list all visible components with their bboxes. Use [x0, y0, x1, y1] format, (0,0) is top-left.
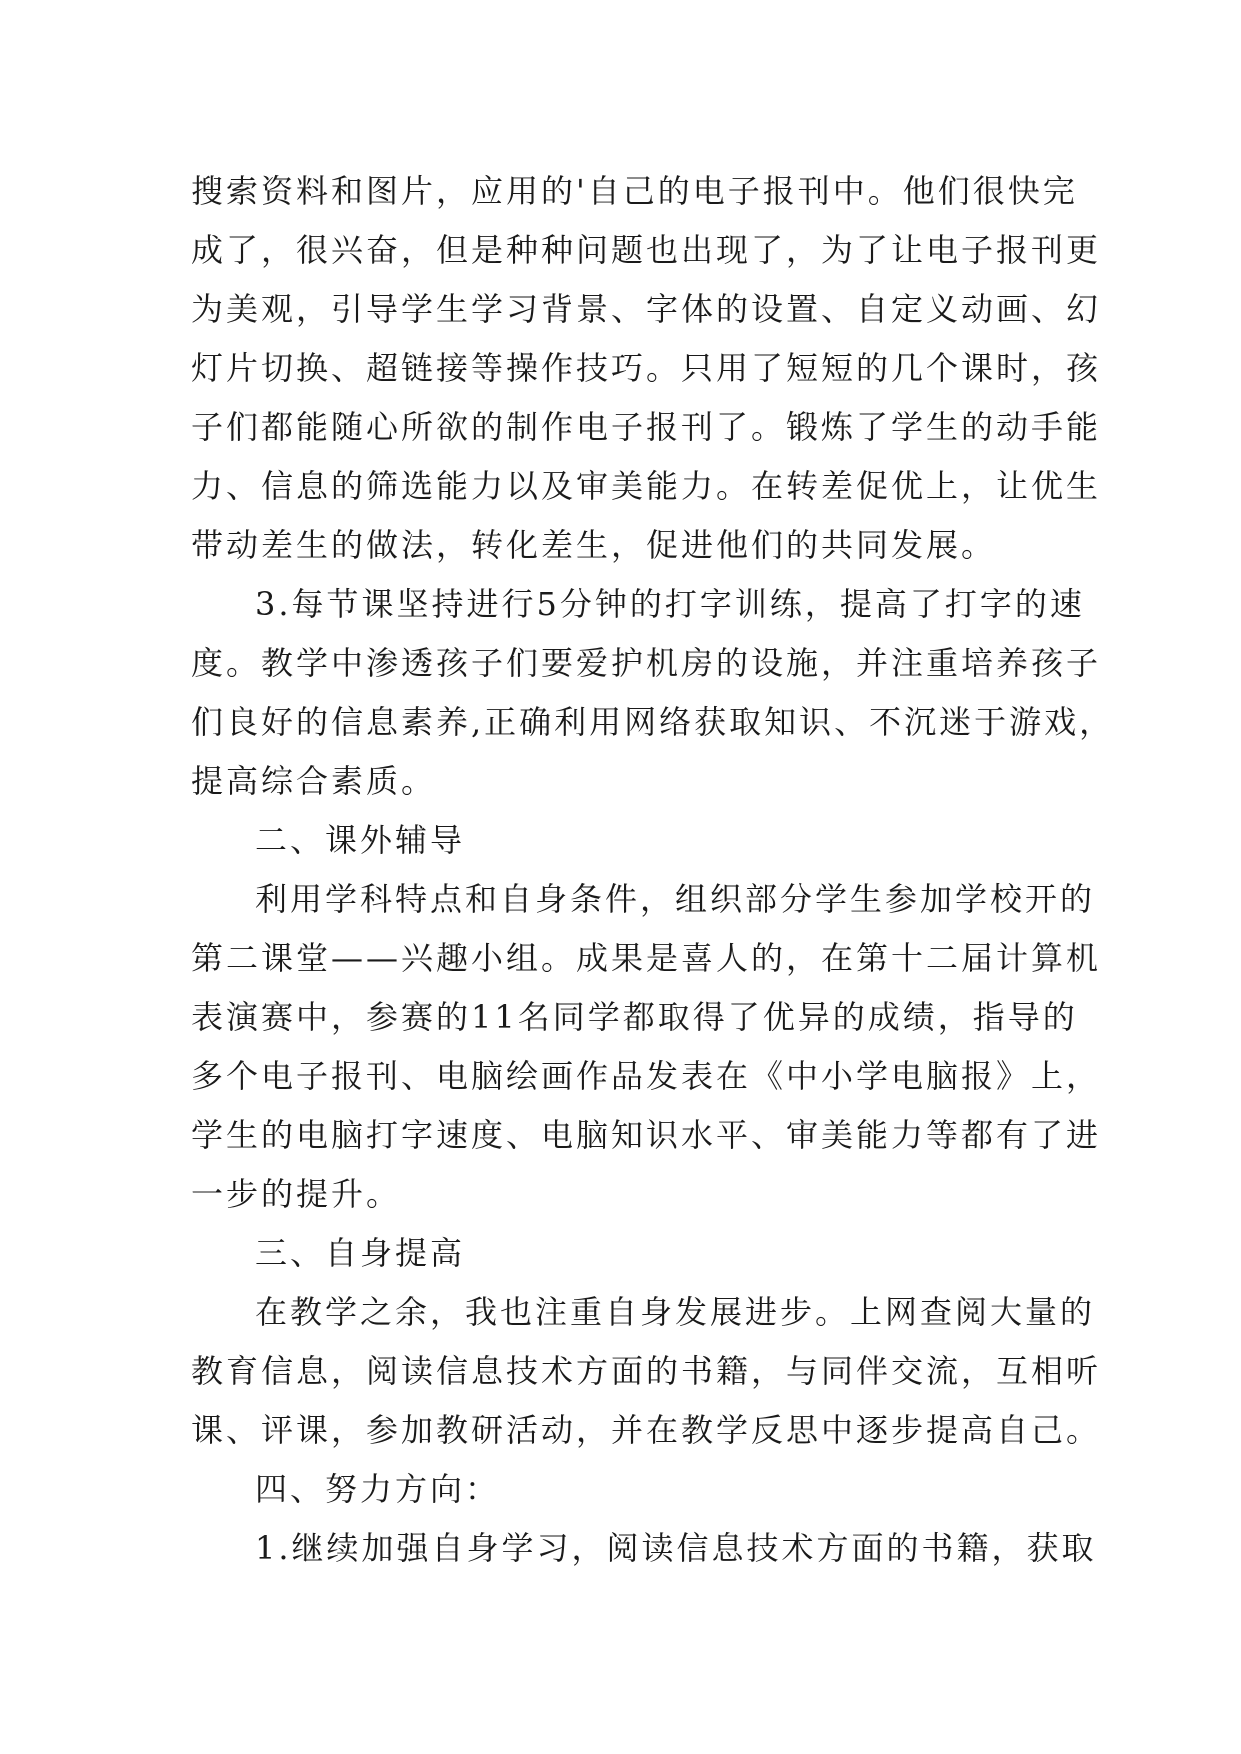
paragraph-start: 利用学科特点和自身条件，组织部分学生参加学校开的	[255, 880, 1096, 918]
text-line: 度。教学中渗透孩子们要爱护机房的设施，并注重培养孩子	[191, 644, 1102, 682]
text-line: 第二课堂——兴趣小组。成果是喜人的，在第十二届计算机	[191, 939, 1102, 977]
text-line: 们良好的信息素养,正确利用网络获取知识、不沉迷于游戏，	[191, 703, 1115, 741]
document-body	[191, 162, 1115, 1578]
text-line: 搜索资料和图片，应用的'自己的电子报刊中。他们很快完	[191, 172, 1078, 210]
text-line: 子们都能随心所欲的制作电子报刊了。锻炼了学生的动手能	[191, 408, 1102, 446]
text-line: 成了，很兴奋，但是种种问题也出现了，为了让电子报刊更	[191, 231, 1102, 269]
section-heading-2: 二、课外辅导	[255, 821, 466, 859]
text-line: 带动差生的做法，转化差生，促进他们的共同发展。	[191, 526, 997, 564]
text-line: 表演赛中，参赛的11名同学都取得了优异的成绩，指导的	[191, 998, 1078, 1036]
text-line: 为美观，引导学生学习背景、字体的设置、自定义动画、幻	[191, 290, 1102, 328]
paragraph-start: 在教学之余，我也注重自身发展进步。上网查阅大量的	[255, 1293, 1096, 1331]
text-line: 课、评课，参加教研活动，并在教学反思中逐步提高自己。	[191, 1411, 1102, 1449]
text-line: 力、信息的筛选能力以及审美能力。在转差促优上，让优生	[191, 467, 1102, 505]
text-line: 提高综合素质。	[191, 762, 437, 800]
text-line: 学生的电脑打字速度、电脑知识水平、审美能力等都有了进	[191, 1116, 1102, 1154]
section-heading-4: 四、努力方向：	[255, 1470, 501, 1508]
text-line: 一步的提升。	[191, 1175, 402, 1213]
text-line: 多个电子报刊、电脑绘画作品发表在《中小学电脑报》上，	[191, 1057, 1102, 1095]
text-line: 灯片切换、超链接等操作技巧。只用了短短的几个课时，孩	[191, 349, 1102, 387]
text-line: 教育信息，阅读信息技术方面的书籍，与同伴交流，互相听	[191, 1352, 1102, 1390]
section-heading-3: 三、自身提高	[255, 1234, 466, 1272]
numbered-item-3: 3.每节课坚持进行5分钟的打字训练，提高了打字的速	[255, 585, 1085, 623]
numbered-item-1: 1.继续加强自身学习，阅读信息技术方面的书籍，获取	[255, 1529, 1097, 1567]
